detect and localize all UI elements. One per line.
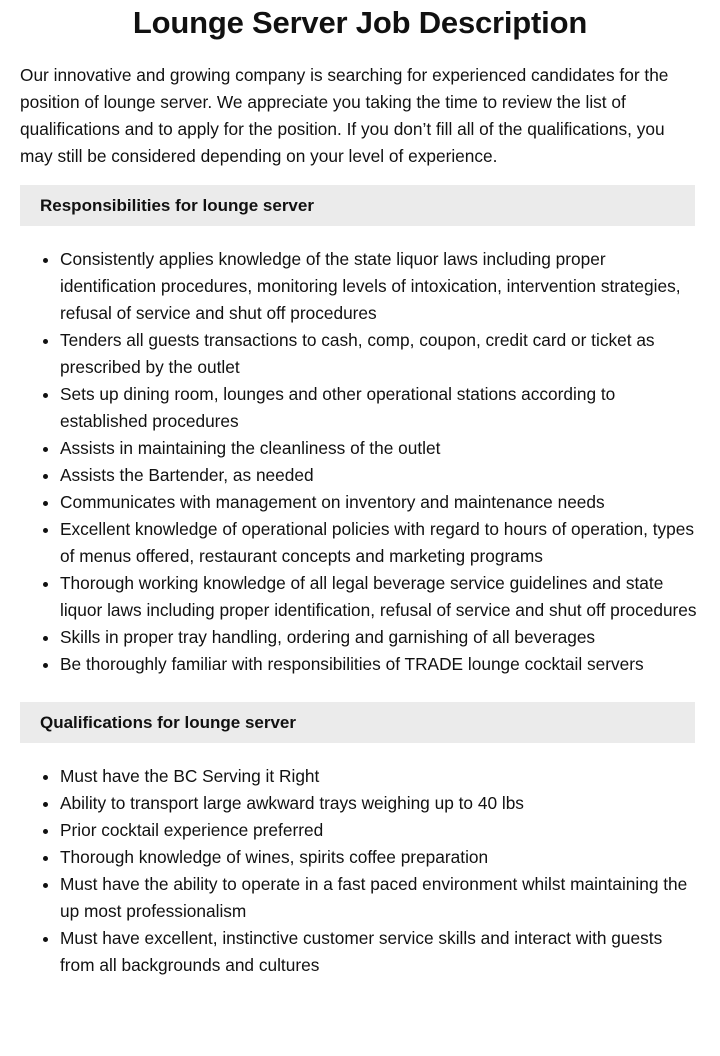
list-item: • Must have the ability to operate in a fast paced environment whilst maintaining the up most professionalism — [60, 871, 698, 925]
list-item: • Must have the BC Serving it Right — [60, 763, 698, 790]
list-item: • Tenders all guests transactions to cash, comp, coupon, credit card or ticket as prescribed by the outlet — [60, 327, 698, 381]
list-item: • Consistently applies knowledge of the state liquor laws including proper identification procedures, monitoring levels of intoxication, intervention strategies, refusal of service and shut off procedures — [60, 246, 698, 327]
qualifications-heading: Qualifications for lounge server — [20, 702, 695, 743]
list-item: • Must have excellent, instinctive customer service skills and interact with guests from all backgrounds and cultures — [60, 925, 698, 979]
intro-paragraph: Our innovative and growing company is searching for experienced candidates for the position of lounge server. We appreciate you taking the time to review the list of qualifications and to apply for the position. If you don’t fill all of the qualifications, you may still be considered depending on your level of experience. — [20, 65, 669, 166]
list-item: • Skills in proper tray handling, ordering and garnishing of all beverages — [60, 624, 698, 651]
list-item: • Excellent knowledge of operational policies with regard to hours of operation, types of menus offered, restaurant concepts and marketing programs — [60, 516, 698, 570]
page-title: Lounge Server Job Description — [132, 5, 588, 40]
list-item: • Assists the Bartender, as needed — [60, 462, 698, 489]
list-item: • Sets up dining room, lounges and other operational stations according to established procedures — [60, 381, 698, 435]
list-item: • Ability to transport large awkward trays weighing up to 40 lbs — [60, 790, 698, 817]
list-item: • Communicates with management on inventory and maintenance needs — [60, 489, 698, 516]
qualifications-list — [20, 763, 698, 979]
list-item: • Thorough knowledge of wines, spirits coffee preparation — [60, 844, 698, 871]
responsibilities-heading: Responsibilities for lounge server — [20, 185, 695, 226]
responsibilities-list — [20, 246, 698, 678]
list-item: • Thorough working knowledge of all legal beverage service guidelines and state liquor laws including proper identification, refusal of service and shut off procedures — [60, 570, 698, 624]
list-item: • Prior cocktail experience preferred — [60, 817, 698, 844]
list-item: • Assists in maintaining the cleanliness of the outlet — [60, 435, 698, 462]
list-item: • Be thoroughly familiar with responsibilities of TRADE lounge cocktail servers — [60, 651, 698, 678]
